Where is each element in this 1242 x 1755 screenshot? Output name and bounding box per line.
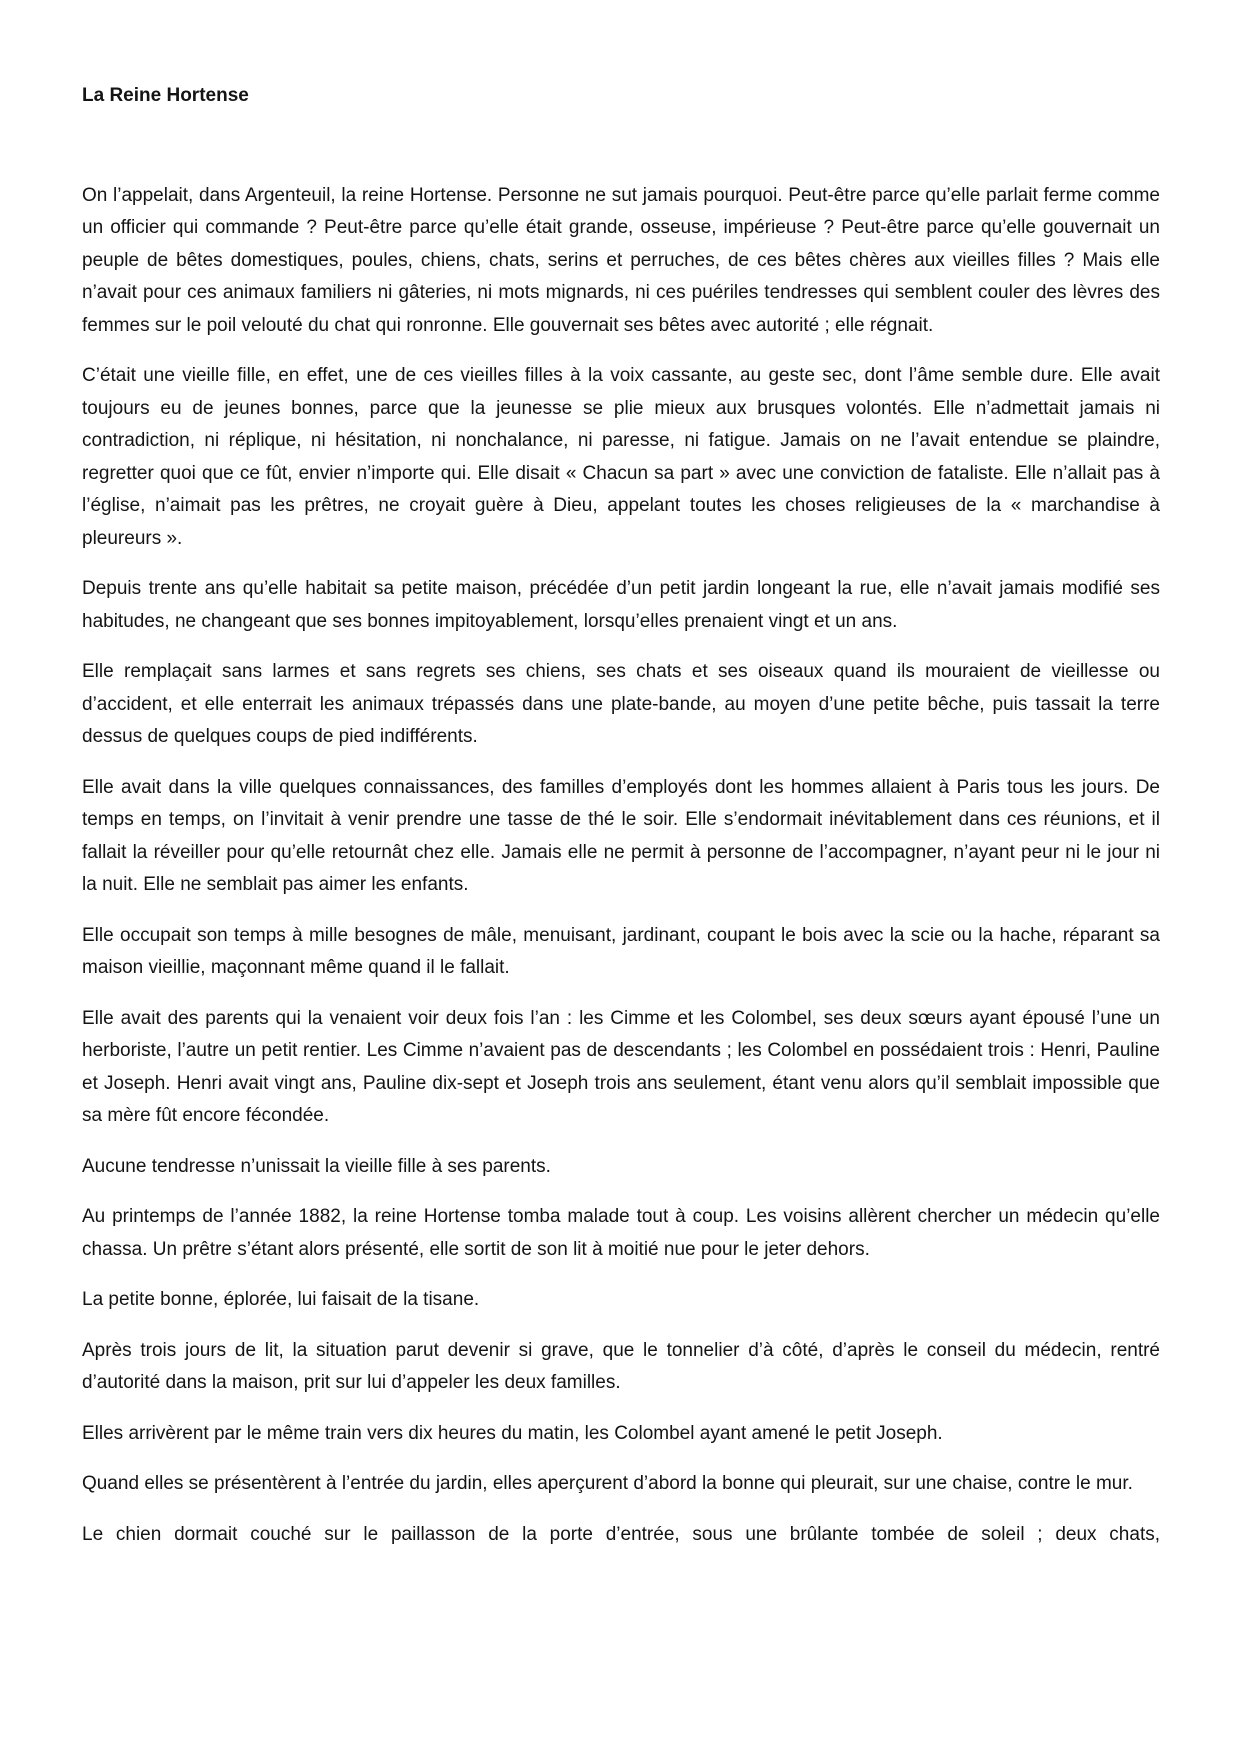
paragraph-8: Aucune tendresse n’unissait la vieille fille à ses parents. bbox=[82, 1155, 551, 1177]
paragraph-4: Elle remplaçait sans larmes et sans regrets ses chiens, ses chats et ses oiseaux quand ils mouraient de vieillesse ou d’accident, et elle enterrait les animaux trépassés dans une plate-bande, au moyen d’une petite bêche, puis tassait la terre dessus de quelques coups de pied indifférents. bbox=[82, 661, 1160, 747]
paragraph-14: Le chien dormait couché sur le paillasson de la porte d’entrée, sous une brûlante tombée de soleil ; deux chats, bbox=[82, 1523, 1160, 1545]
paragraph-10: La petite bonne, éplorée, lui faisait de la tisane. bbox=[82, 1289, 480, 1310]
paragraph-5: Elle avait dans la ville quelques connaissances, des familles d’employés dont les hommes allaient à Paris tous les jours. De temps en temps, on l’invitait à venir prendre une tasse de thé le soir. Elle s’endormait inévitablement dans ces réunions, et il fallait la réveiller pour qu’elle retournât chez elle. Jamais elle ne permit à personne de l’accompagner, n’ayant peur ni le jour ni la nuit. Elle ne semblait pas aimer les enfants. bbox=[82, 776, 1160, 895]
paragraph-1: On l’appelait, dans Argenteuil, la reine Hortense. Personne ne sut jamais pourquoi. Peut-être parce qu’elle parlait ferme comme un officier qui commande ? Peut-être parce qu’elle était grande, osseuse, impérieuse ? Peut-être parce qu’elle gouvernait un peuple de bêtes domestiques, poules, chiens, chats, serins et perruches, de ces bêtes chères aux vieilles filles ? Mais elle n’avait pour ces animaux familiers ni gâteries, ni mots mignards, ni ces puériles tendresses qui semblent couler des lèvres des femmes sur le poil velouté du chat qui ronronne. Elle gouvernait ses bêtes avec autorité ; elle régnait. bbox=[82, 184, 1160, 336]
document-page bbox=[82, 80, 1160, 1551]
paragraph-7: Elle avait des parents qui la venaient voir deux fois l’an : les Cimme et les Colombel, ses deux sœurs ayant épousé l’une un herboriste, l’autre un petit rentier. Les Cimme n’avaient pas de descendants ; les Colombel en possédaient trois : Henri, Pauline et Joseph. Henri avait vingt ans, Pauline dix-sept et Joseph trois ans seulement, étant venu alors qu’il semblait impossible que sa mère fût encore fécondée. bbox=[82, 1007, 1160, 1126]
paragraph-2: C’était une vieille fille, en effet, une de ces vieilles filles à la voix cassante, au geste sec, dont l’âme semble dure. Elle avait toujours eu de jeunes bonnes, parce que la jeunesse se plie mieux aux brusques volontés. Elle n’admettait jamais ni contradiction, ni réplique, ni hésitation, ni nonchalance, ni paresse, ni fatigue. Jamais on ne l’avait entendue se plaindre, regretter quoi que ce fût, envier n’importe qui. Elle disait « Chacun sa part » avec une conviction de fataliste. Elle n’allait pas à l’église, n’aimait pas les prêtres, ne croyait guère à Dieu, appelant toutes les choses religieuses de la « marchandise à pleureurs ». bbox=[82, 365, 1160, 549]
paragraph-6: Elle occupait son temps à mille besognes de mâle, menuisant, jardinant, coupant le bois avec la scie ou la hache, réparant sa maison vieillie, maçonnant même quand il le fallait. bbox=[82, 924, 1160, 978]
paragraph-9: Au printemps de l’année 1882, la reine Hortense tomba malade tout à coup. Les voisins allèrent chercher un médecin qu’elle chassa. Un prêtre s’étant alors présenté, elle sortit de son lit à moitié nue pour le jeter dehors. bbox=[82, 1206, 1160, 1260]
paragraph-12: Elles arrivèrent par le même train vers dix heures du matin, les Colombel ayant amené le petit Joseph. bbox=[82, 1422, 943, 1444]
document-title: La Reine Hortense bbox=[82, 85, 249, 106]
paragraph-13: Quand elles se présentèrent à l’entrée du jardin, elles aperçurent d’abord la bonne qui pleurait, sur une chaise, contre le mur. bbox=[82, 1473, 1133, 1494]
paragraph-3: Depuis trente ans qu’elle habitait sa petite maison, précédée d’un petit jardin longeant la rue, elle n’avait jamais modifié ses habitudes, ne changeant que ses bonnes impitoyablement, lorsqu’elles prenaient vingt et un ans. bbox=[82, 578, 1160, 632]
paragraph-11: Après trois jours de lit, la situation parut devenir si grave, que le tonnelier d’à côté, d’après le conseil du médecin, rentré d’autorité dans la maison, prit sur lui d’appeler les deux familles. bbox=[82, 1339, 1160, 1393]
